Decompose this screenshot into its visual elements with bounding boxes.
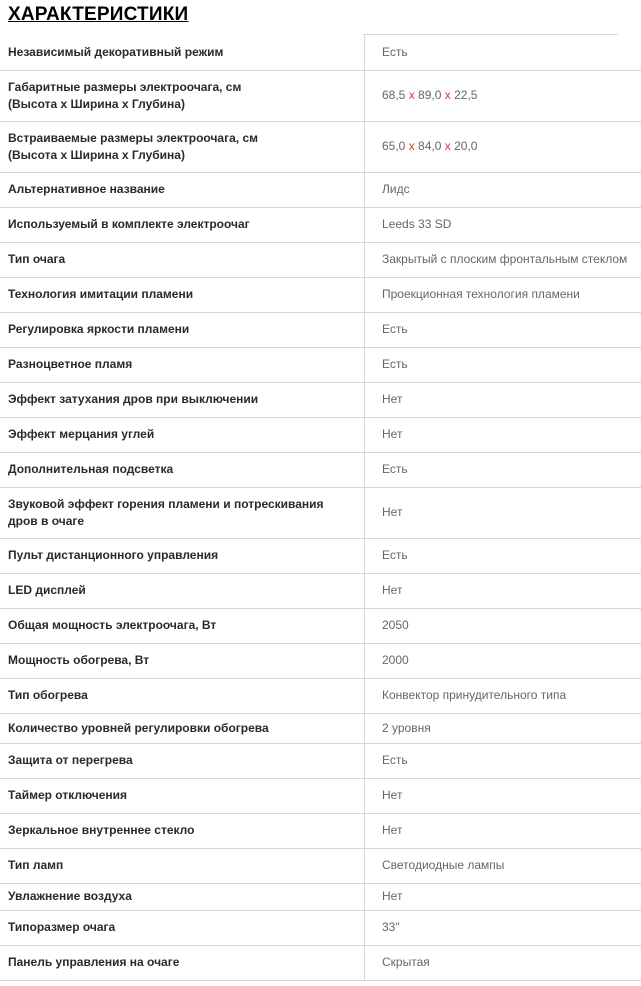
spec-label-text: Независимый декоративный режим bbox=[8, 44, 224, 59]
table-row bbox=[0, 347, 641, 382]
spec-label-text: Тип ламп bbox=[8, 858, 64, 872]
spec-label bbox=[0, 172, 365, 207]
table-row bbox=[0, 382, 641, 417]
spec-value-text: Светодиодные лампы bbox=[382, 858, 505, 872]
spec-value-text: Есть bbox=[382, 44, 408, 59]
spec-value bbox=[365, 312, 641, 347]
spec-value-text: Есть bbox=[382, 322, 408, 336]
table-row bbox=[0, 910, 641, 945]
spec-label-text: Общая мощность электроочага, Вт bbox=[8, 618, 217, 632]
table-row bbox=[0, 487, 641, 538]
spec-value bbox=[365, 643, 641, 678]
spec-label bbox=[0, 452, 365, 487]
spec-value-text: Нет bbox=[382, 505, 403, 519]
spec-value bbox=[365, 487, 641, 538]
spec-label bbox=[0, 813, 365, 848]
spec-value-text: Есть bbox=[382, 462, 408, 476]
spec-value bbox=[365, 713, 641, 743]
spec-label bbox=[0, 945, 365, 980]
spec-value-text: Есть bbox=[382, 548, 408, 562]
spec-label-subtext: (Высота x Ширина x Глубина) bbox=[8, 96, 185, 111]
table-row bbox=[0, 813, 641, 848]
spec-label bbox=[0, 312, 365, 347]
spec-value bbox=[365, 35, 641, 70]
spec-value bbox=[365, 121, 641, 172]
table-row bbox=[0, 207, 641, 242]
spec-label bbox=[0, 848, 365, 883]
spec-value bbox=[365, 883, 641, 910]
spec-value-text: Есть bbox=[382, 753, 408, 767]
dimension-value: 84,0 bbox=[418, 139, 442, 153]
table-row bbox=[0, 848, 641, 883]
spec-label bbox=[0, 382, 365, 417]
spec-label-text: Зеркальное внутреннее стекло bbox=[8, 823, 195, 837]
spec-value-text: Нет bbox=[382, 427, 403, 441]
spec-value-text: Нет bbox=[382, 889, 403, 903]
spec-value-text: Нет bbox=[382, 823, 403, 837]
spec-value bbox=[365, 678, 641, 713]
spec-value-text: Закрытый с плоским фронтальным стеклом bbox=[382, 252, 628, 266]
spec-label-text: Типоразмер очага bbox=[8, 920, 116, 934]
spec-label bbox=[0, 608, 365, 643]
spec-label bbox=[0, 35, 365, 70]
dimension-separator: x bbox=[408, 88, 415, 102]
dimension-value: 65,0 bbox=[382, 139, 406, 153]
spec-label-text: Технология имитации пламени bbox=[8, 287, 194, 301]
spec-label-text: Тип обогрева bbox=[8, 688, 88, 702]
spec-label bbox=[0, 743, 365, 778]
dimension-separator: x bbox=[444, 139, 451, 153]
spec-label bbox=[0, 538, 365, 573]
spec-value bbox=[365, 813, 641, 848]
spec-label-subtext: (Высота x Ширина x Глубина) bbox=[8, 147, 185, 162]
spec-value bbox=[365, 452, 641, 487]
table-row bbox=[0, 452, 641, 487]
spec-value bbox=[365, 70, 641, 121]
spec-label-text: LED дисплей bbox=[8, 583, 86, 597]
table-row bbox=[0, 121, 641, 172]
table-row bbox=[0, 678, 641, 713]
spec-label-text: Тип очага bbox=[8, 252, 66, 266]
spec-value-text: 2000 bbox=[382, 653, 409, 667]
spec-value-text: Скрытая bbox=[382, 955, 430, 969]
spec-value bbox=[365, 608, 641, 643]
spec-label bbox=[0, 678, 365, 713]
dimension-separator: x bbox=[408, 139, 415, 153]
spec-value-text: 2050 bbox=[382, 618, 409, 632]
spec-label bbox=[0, 277, 365, 312]
spec-value-text: Нет bbox=[382, 788, 403, 802]
spec-label-text: Используемый в комплекте электроочаг bbox=[8, 217, 250, 231]
spec-value bbox=[365, 945, 641, 980]
spec-label bbox=[0, 910, 365, 945]
table-row bbox=[0, 945, 641, 980]
spec-value bbox=[365, 347, 641, 382]
spec-label-text: Мощность обогрева, Вт bbox=[8, 653, 150, 667]
spec-label-text: Эффект мерцания углей bbox=[8, 427, 155, 441]
spec-value bbox=[365, 207, 641, 242]
spec-label bbox=[0, 207, 365, 242]
spec-label-text: Защита от перегрева bbox=[8, 753, 133, 767]
spec-label bbox=[0, 487, 365, 538]
table-row bbox=[0, 35, 641, 70]
table-row bbox=[0, 538, 641, 573]
spec-label-text: Пульт дистанционного управления bbox=[8, 548, 219, 562]
table-row bbox=[0, 70, 641, 121]
spec-value-text: Нет bbox=[382, 583, 403, 597]
spec-value bbox=[365, 417, 641, 452]
spec-value bbox=[365, 242, 641, 277]
spec-value-text: Конвектор принудительного типа bbox=[382, 688, 567, 702]
spec-value bbox=[365, 910, 641, 945]
spec-label bbox=[0, 121, 365, 172]
spec-value-text: 2 уровня bbox=[382, 720, 431, 735]
spec-value bbox=[365, 743, 641, 778]
spec-label-text: Габаритные размеры электроочага, см bbox=[8, 79, 242, 94]
table-row bbox=[0, 883, 641, 910]
spec-label bbox=[0, 883, 365, 910]
spec-value-text: Leeds 33 SD bbox=[382, 217, 452, 231]
spec-value bbox=[365, 172, 641, 207]
table-row bbox=[0, 608, 641, 643]
spec-value bbox=[365, 573, 641, 608]
table-row bbox=[0, 417, 641, 452]
dimension-value: 20,0 bbox=[454, 139, 478, 153]
dimension-value: 68,5 bbox=[382, 88, 406, 102]
spec-label-text: Панель управления на очаге bbox=[8, 955, 180, 969]
spec-label bbox=[0, 347, 365, 382]
page-title: ХАРАКТЕРИСТИКИ bbox=[8, 4, 189, 25]
spec-label bbox=[0, 778, 365, 813]
spec-value-text: Лидс bbox=[382, 182, 410, 196]
dimension-separator: x bbox=[444, 88, 451, 102]
spec-label-text: Звуковой эффект горения пламени и потрескивания bbox=[8, 496, 324, 511]
spec-value bbox=[365, 778, 641, 813]
spec-value bbox=[365, 848, 641, 883]
dimension-value: 22,5 bbox=[454, 88, 478, 102]
spec-value-text: 33" bbox=[382, 920, 400, 934]
spec-label-text: Увлажнение воздуха bbox=[8, 889, 132, 903]
spec-label bbox=[0, 573, 365, 608]
spec-label-text: Количество уровней регулировки обогрева bbox=[8, 720, 269, 735]
spec-label bbox=[0, 417, 365, 452]
spec-label-text: Регулировка яркости пламени bbox=[8, 322, 190, 336]
spec-label-text: Разноцветное пламя bbox=[8, 357, 133, 371]
spec-label bbox=[0, 713, 365, 743]
table-row bbox=[0, 643, 641, 678]
table-row bbox=[0, 242, 641, 277]
spec-value bbox=[365, 277, 641, 312]
table-row bbox=[0, 778, 641, 813]
spec-value bbox=[365, 382, 641, 417]
spec-label-text: Встраиваемые размеры электроочага, см bbox=[8, 130, 258, 145]
spec-label-text: Таймер отключения bbox=[8, 788, 128, 802]
spec-value-text: Нет bbox=[382, 392, 403, 406]
table-row bbox=[0, 573, 641, 608]
table-row bbox=[0, 743, 641, 778]
spec-value-text: Проекционная технология пламени bbox=[382, 287, 580, 301]
spec-label-text: Альтернативное название bbox=[8, 182, 165, 196]
table-row bbox=[0, 713, 641, 743]
table-row bbox=[0, 312, 641, 347]
dimension-value: 89,0 bbox=[418, 88, 442, 102]
specifications-table bbox=[0, 35, 641, 981]
spec-label bbox=[0, 70, 365, 121]
spec-label bbox=[0, 242, 365, 277]
spec-value-text: Есть bbox=[382, 357, 408, 371]
spec-label bbox=[0, 643, 365, 678]
spec-label-subtext: дров в очаге bbox=[8, 513, 85, 528]
spec-label-text: Дополнительная подсветка bbox=[8, 462, 174, 476]
table-row bbox=[0, 172, 641, 207]
spec-value bbox=[365, 538, 641, 573]
spec-label-text: Эффект затухания дров при выключении bbox=[8, 392, 259, 406]
table-row bbox=[0, 277, 641, 312]
